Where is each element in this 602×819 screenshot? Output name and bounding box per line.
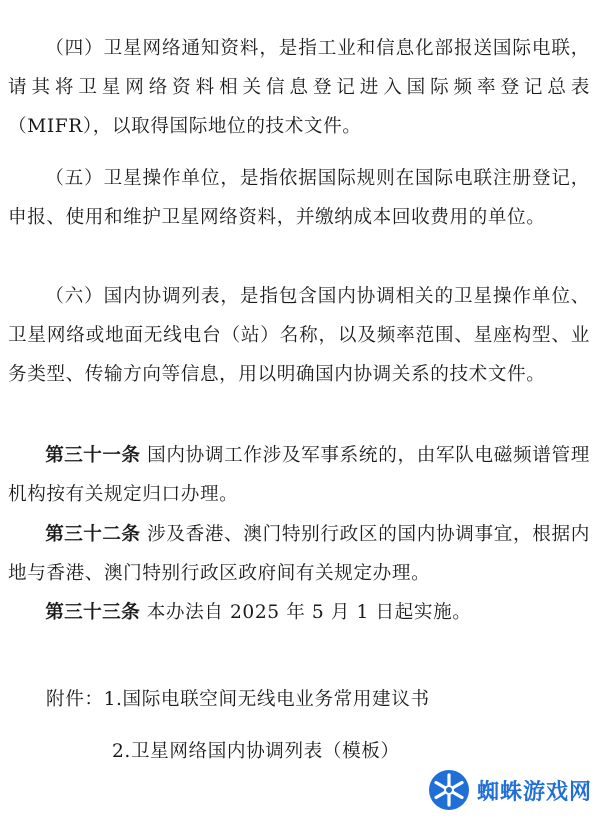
article-31-text: 国内协调工作涉及军事系统的，由军队电磁频谱管理机构按有关规定归口办理。 [8, 445, 590, 505]
article-32 [8, 516, 590, 594]
watermark [427, 765, 592, 815]
article-32-number: 第三十二条 [45, 524, 141, 545]
attachment-item-2: 2.卫星网络国内协调列表（模板） [112, 741, 400, 762]
article-33-number: 第三十三条 [45, 602, 141, 623]
article-33 [8, 594, 590, 633]
attachment-label: 附件： [46, 689, 104, 710]
article-32-text: 涉及香港、澳门特别行政区的国内协调事宜，根据内地与香港、澳门特别行政区政府间有关规定办理。 [8, 524, 590, 584]
attachment-line-1 [46, 685, 430, 715]
article-33-text: 本办法自 2025 年 5 月 1 日起实施。 [146, 602, 472, 623]
watermark-text: 蜘蛛游戏网 [476, 779, 592, 805]
clause-4: （四）卫星网络通知资料，是指工业和信息化部报送国际电联，请其将卫星网络资料相关信息登记进入国际频率登记总表（MIFR），以取得国际地位的技术文件。 [8, 38, 590, 137]
attachment-item-1: 1.国际电联空间无线电业务常用建议书 [103, 689, 430, 710]
article-31-number: 第三十一条 [45, 445, 141, 466]
clause-5: （五）卫星操作单位，是指依据国际规则在国际电联注册登记，申报、使用和维护卫星网络资料，并缴纳成本回收费用的单位。 [8, 168, 590, 228]
snowflake-icon [427, 768, 471, 812]
article-31 [8, 437, 590, 515]
clause-6: （六）国内协调列表，是指包含国内协调相关的卫星操作单位、卫星网络或地面无线电台（站）名称，以及频率范围、星座构型、业务类型、传输方向等信息，用以明确国内协调关系的技术文件。 [8, 286, 590, 385]
